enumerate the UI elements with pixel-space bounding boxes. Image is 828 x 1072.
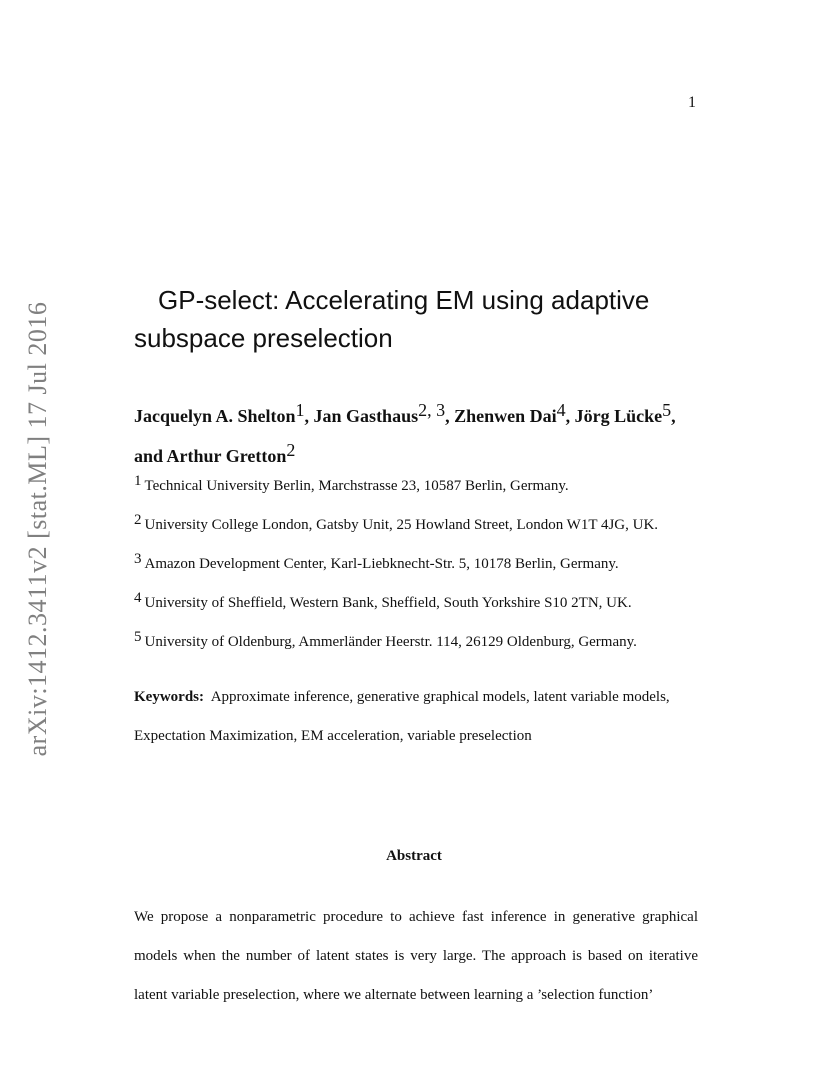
author-affiliation-mark: 2, 3	[418, 400, 446, 420]
affiliation-item	[134, 551, 734, 595]
affiliation-number: 3	[134, 551, 142, 567]
affiliation-text: Technical University Berlin, Marchstrasse 23, 10587 Berlin, Germany.	[144, 478, 569, 494]
page-number: 1	[688, 94, 696, 111]
author-separator: ,	[445, 406, 455, 426]
affiliation-item	[134, 473, 734, 517]
author-name: Zhenwen Dai	[454, 406, 557, 426]
affiliation-text: Amazon Development Center, Karl-Liebknecht-Str. 5, 10178 Berlin, Germany.	[144, 556, 619, 572]
author-affiliation-mark: 5	[662, 400, 672, 420]
affiliation-item	[134, 629, 734, 673]
title-line-1: GP-select: Accelerating EM using adaptive	[158, 285, 650, 315]
abstract-text: We propose a nonparametric procedure to achieve fast inference in generative graphical models when the number of latent states is very large. The approach is based on iterative latent variable preselection, where we alternate between learning a ’selection function’	[134, 909, 698, 1003]
keywords-block	[134, 678, 698, 756]
affiliation-number: 2	[134, 512, 142, 528]
affiliation-list	[134, 473, 734, 673]
arxiv-stamp: arXiv:1412.3411v2 [stat.ML] 17 Jul 2016	[23, 301, 52, 757]
author-affiliation-mark: 1	[295, 400, 305, 420]
paper-title	[134, 281, 714, 357]
author-name: Jan Gasthaus	[313, 406, 419, 426]
affiliation-number: 5	[134, 629, 142, 645]
affiliation-item	[134, 512, 734, 556]
author-separator: ,	[565, 406, 575, 426]
keywords-label: Keywords:	[134, 689, 204, 705]
keywords-text: Approximate inference, generative graphical models, latent variable models, Expectation Maximization, EM acceleration, variable preselection	[134, 689, 670, 744]
affiliation-text: University of Oldenburg, Ammerländer Heerstr. 114, 26129 Oldenburg, Germany.	[144, 634, 637, 650]
author-name: Jacquelyn A. Shelton	[134, 406, 296, 426]
affiliation-item	[134, 590, 734, 634]
author-affiliation-mark: 4	[556, 400, 566, 420]
author-separator: ,	[671, 406, 676, 426]
abstract-heading: Abstract	[386, 848, 442, 864]
affiliation-text: University College London, Gatsby Unit, 25 Howland Street, London W1T 4JG, UK.	[144, 517, 659, 533]
author-name: Jörg Lücke	[574, 406, 663, 426]
author-affiliation-mark: 2	[286, 440, 296, 460]
author-name: and Arthur Gretton	[134, 446, 287, 466]
affiliation-number: 4	[134, 590, 142, 606]
author-separator: ,	[304, 406, 314, 426]
author-list	[134, 396, 724, 476]
affiliation-number: 1	[134, 473, 142, 489]
affiliation-text: University of Sheffield, Western Bank, Sheffield, South Yorkshire S10 2TN, UK.	[144, 595, 632, 611]
title-line-2: subspace preselection	[134, 323, 393, 353]
